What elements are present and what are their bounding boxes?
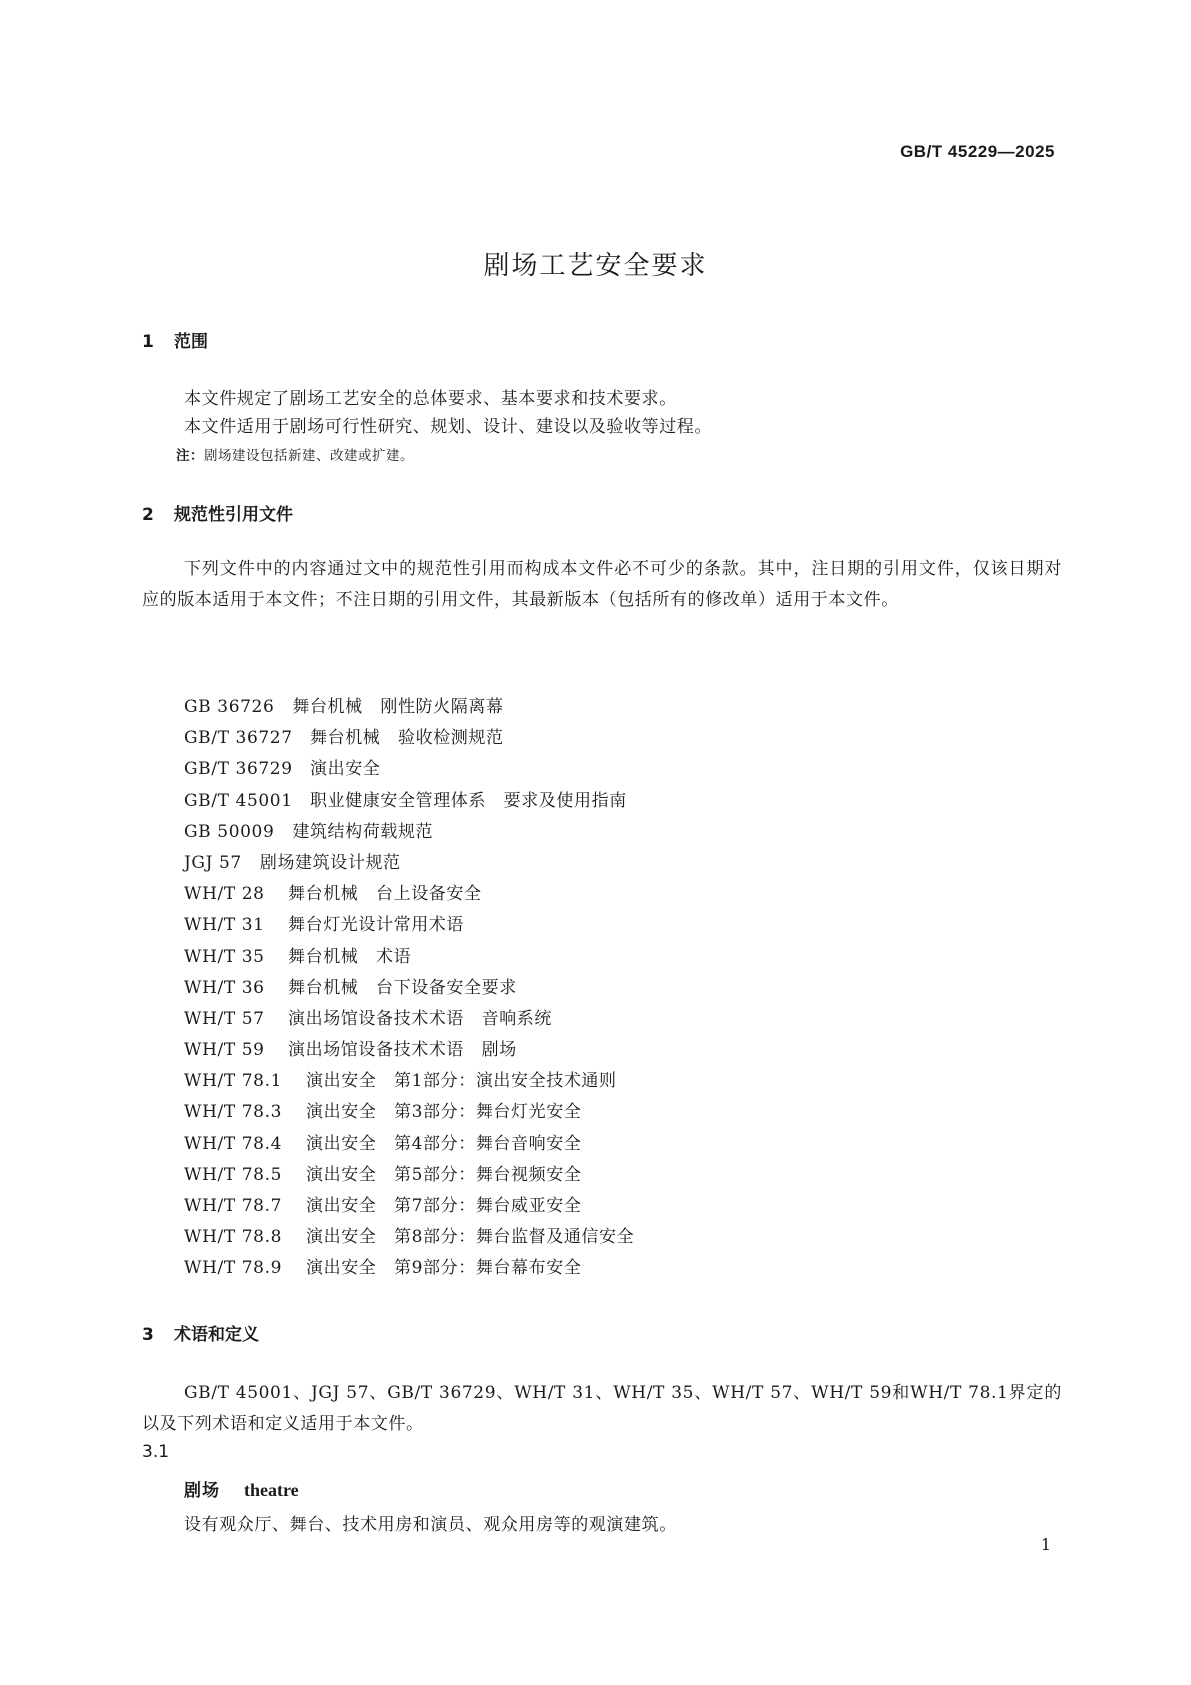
- reference-title: 演出安全 第5部分：舞台视频安全: [306, 1164, 582, 1185]
- reference-code: WH/T 78.8: [184, 1227, 283, 1248]
- document-title: 剧场工艺安全要求: [483, 251, 708, 281]
- reference-title: 演出安全 第4部分：舞台音响安全: [306, 1133, 582, 1154]
- reference-title: 职业健康安全管理体系 要求及使用指南: [310, 790, 627, 811]
- reference-code: WH/T 78.4: [184, 1133, 283, 1154]
- reference-title: 演出安全 第3部分：舞台灯光安全: [306, 1102, 582, 1123]
- reference-item: [184, 973, 634, 1004]
- term-number: 3.1: [142, 1442, 170, 1462]
- reference-code: WH/T 78.5: [184, 1164, 283, 1185]
- reference-code: GB/T 36727: [184, 728, 293, 749]
- reference-item: [184, 1097, 634, 1128]
- reference-code: GB/T 36729: [184, 759, 293, 780]
- reference-item: [184, 754, 634, 785]
- reference-code: WH/T 36: [184, 977, 265, 998]
- reference-code: WH/T 28: [184, 884, 265, 905]
- reference-code: WH/T 35: [184, 946, 265, 967]
- reference-code: GB 50009: [184, 821, 275, 842]
- reference-title: 舞台机械 验收检测规范: [310, 728, 504, 749]
- reference-title: 演出安全 第1部分：演出安全技术通则: [306, 1071, 617, 1092]
- term-definition: 设有观众厅、舞台、技术用房和演员、观众用房等的观演建筑。: [184, 1515, 677, 1535]
- reference-item: [184, 817, 634, 848]
- reference-code: WH/T 78.9: [184, 1258, 283, 1279]
- reference-code: WH/T 31: [184, 915, 265, 936]
- reference-item: [184, 1066, 634, 1097]
- reference-item: [184, 723, 634, 754]
- section-1-title: 范围: [174, 332, 208, 352]
- reference-title: 建筑结构荷载规范: [292, 821, 434, 842]
- reference-title: 剧场建筑设计规范: [259, 852, 401, 873]
- reference-item: [184, 942, 634, 973]
- reference-list: [184, 692, 634, 1285]
- reference-item: [184, 879, 634, 910]
- reference-title: 演出安全 第8部分：舞台监督及通信安全: [306, 1227, 635, 1248]
- reference-title: 演出场馆设备技术术语 剧场: [288, 1040, 517, 1061]
- note-text: 剧场建设包括新建、改建或扩建。: [204, 448, 414, 464]
- reference-title: 舞台机械 台上设备安全: [288, 884, 482, 905]
- reference-code: WH/T 78.3: [184, 1102, 283, 1123]
- reference-item: [184, 1004, 634, 1035]
- reference-title: 舞台灯光设计常用术语: [288, 915, 464, 936]
- reference-item: [184, 1222, 634, 1253]
- section-3-heading: [142, 1320, 259, 1345]
- reference-code: WH/T 78.1: [184, 1071, 283, 1092]
- reference-code: WH/T 59: [184, 1040, 265, 1061]
- reference-title: 舞台机械 术语: [288, 946, 412, 967]
- reference-item: [184, 910, 634, 941]
- reference-item: [184, 1129, 634, 1160]
- reference-title: 演出安全 第9部分：舞台幕布安全: [306, 1258, 582, 1279]
- term-entry: [184, 1476, 299, 1501]
- reference-code: WH/T 78.7: [184, 1196, 283, 1216]
- reference-item: [184, 1160, 634, 1191]
- reference-item: [184, 1191, 634, 1222]
- reference-item: [184, 786, 634, 817]
- section-1-number: 1: [142, 332, 154, 352]
- reference-item: [184, 1253, 634, 1284]
- section-1-paragraph-2: 本文件适用于剧场可行性研究、规划、设计、建设以及验收等过程。: [184, 417, 712, 437]
- section-2-number: 2: [142, 505, 154, 525]
- reference-title: 演出安全 第7部分：舞台威亚安全: [306, 1196, 582, 1216]
- section-2-heading: [142, 500, 293, 525]
- reference-item: [184, 692, 634, 723]
- reference-title: 演出安全: [310, 759, 381, 780]
- reference-code: WH/T 57: [184, 1008, 265, 1029]
- reference-title: 演出场馆设备技术术语 音响系统: [288, 1008, 552, 1029]
- standard-number: GB/T 45229—2025: [900, 142, 1055, 161]
- reference-item: [184, 848, 634, 879]
- section-2-title: 规范性引用文件: [174, 505, 293, 525]
- page-number: 1: [1040, 1535, 1051, 1554]
- section-3-intro: GB/T 45001、JGJ 57、GB/T 36729、WH/T 31、WH/T 35、WH/T 57、WH/T 59和WH/T 78.1界定的以及下列术语和定义适用于本文件。: [142, 1383, 1062, 1434]
- term-english: theatre: [244, 1480, 299, 1500]
- section-3-title: 术语和定义: [174, 1325, 259, 1345]
- reference-code: GB/T 45001: [184, 790, 293, 811]
- section-3-number: 3: [142, 1325, 154, 1345]
- reference-code: GB 36726: [184, 697, 275, 717]
- section-1-note: [176, 444, 414, 464]
- reference-code: JGJ 57: [184, 852, 242, 873]
- reference-title: 舞台机械 刚性防火隔离幕: [292, 697, 504, 717]
- section-1-paragraph-1: 本文件规定了剧场工艺安全的总体要求、基本要求和技术要求。: [184, 389, 677, 409]
- section-1-heading: [142, 327, 208, 352]
- note-label: 注：: [176, 448, 204, 464]
- term-chinese: 剧场: [184, 1481, 220, 1501]
- reference-item: [184, 1035, 634, 1066]
- section-2-intro: 下列文件中的内容通过文中的规范性引用而构成本文件必不可少的条款。其中，注日期的引用文件，仅该日期对应的版本适用于本文件；不注日期的引用文件，其最新版本（包括所有的修改单）适用于本文件。: [142, 559, 1062, 610]
- reference-title: 舞台机械 台下设备安全要求: [288, 977, 517, 998]
